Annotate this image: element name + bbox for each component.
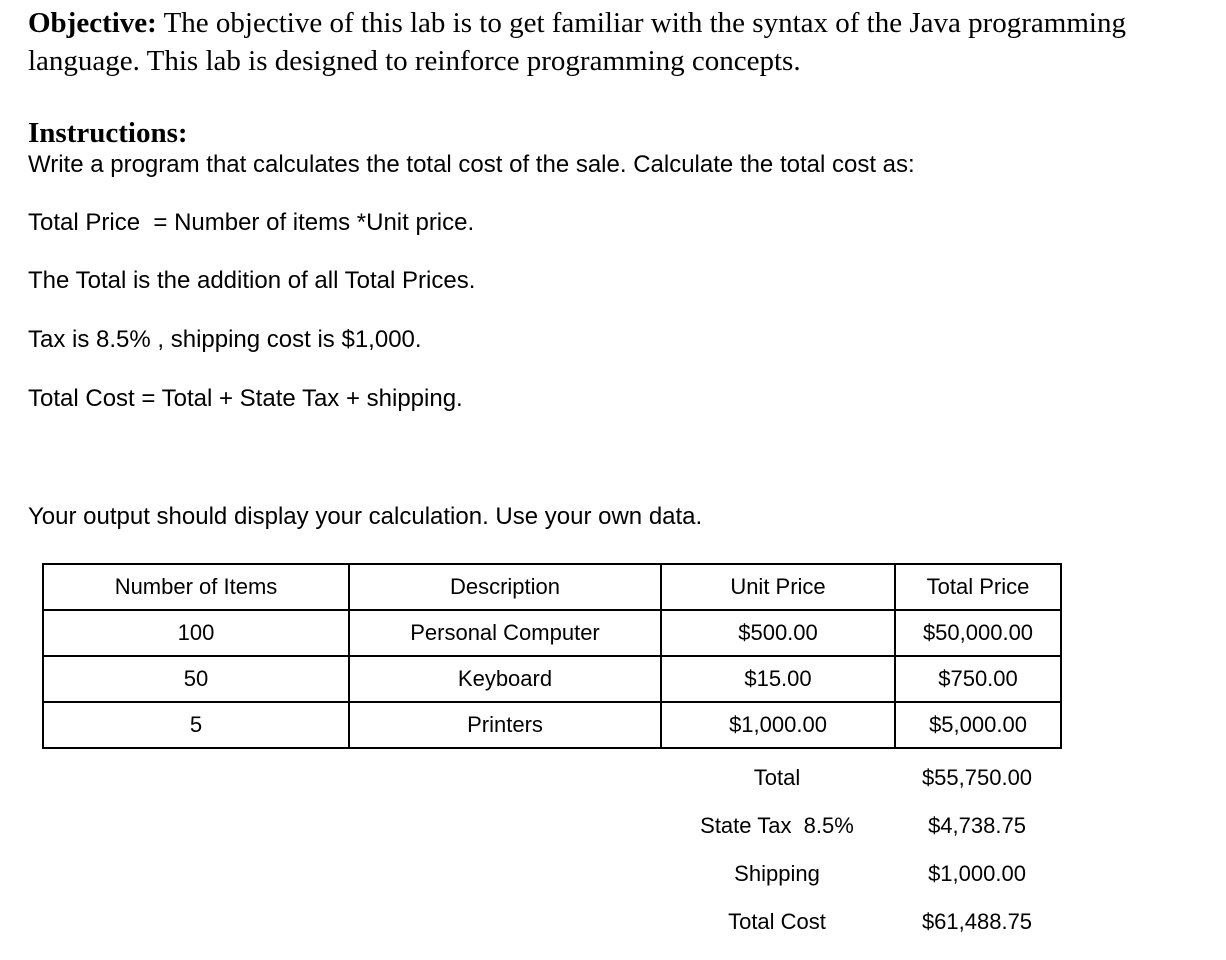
summary-value: $4,738.75 <box>928 813 1026 838</box>
cell-unit-price: $15.00 <box>661 656 895 702</box>
summary-label: Total <box>753 765 801 790</box>
summary-row-state-tax <box>660 804 1062 848</box>
cell-description: Personal Computer <box>349 610 661 656</box>
objective-text: The objective of this lab is to get familiar with the syntax of the Java programming language. This lab is designed to reinforce programming concepts. <box>28 7 1126 77</box>
cell-unit-price: $500.00 <box>661 610 895 656</box>
table-row <box>43 610 1061 656</box>
summary-row-total-cost <box>660 900 1062 944</box>
table-row <box>43 702 1061 748</box>
instructions-heading: Instructions: <box>28 117 188 149</box>
cell-total-price: $750.00 <box>895 656 1061 702</box>
table-header-row <box>43 564 1061 610</box>
table-row <box>43 656 1061 702</box>
header-cell-number-of-items: Number of Items <box>43 564 349 610</box>
output-instruction: Your output should display your calculation. Use your own data. <box>28 503 703 530</box>
summary-value: $55,750.00 <box>921 765 1033 790</box>
formula-total: The Total is the addition of all Total Prices. <box>28 267 476 294</box>
formula-total-price: Total Price = Number of items *Unit price. <box>28 209 475 236</box>
cell-total-price: $5,000.00 <box>895 702 1061 748</box>
instruction-line-1: Write a program that calculates the total cost of the sale. Calculate the total cost as: <box>28 151 915 178</box>
summary-label: State Tax 8.5% <box>700 813 854 838</box>
cell-number-of-items: 50 <box>43 656 349 702</box>
summary-value: $61,488.75 <box>921 909 1033 934</box>
objective-paragraph <box>28 4 1208 80</box>
tax-shipping-line: Tax is 8.5% , shipping cost is $1,000. <box>28 326 422 353</box>
cell-number-of-items: 100 <box>43 610 349 656</box>
cell-description: Keyboard <box>349 656 661 702</box>
formula-total-cost: Total Cost = Total + State Tax + shipping. <box>28 385 463 412</box>
summary-value: $1,000.00 <box>928 861 1026 886</box>
summary-label: Shipping <box>734 861 820 886</box>
summary-label: Total Cost <box>728 909 826 934</box>
sale-table <box>42 563 1062 749</box>
cell-total-price: $50,000.00 <box>895 610 1061 656</box>
summary-row-total <box>660 756 1062 800</box>
objective-label: Objective: <box>28 7 157 39</box>
summary-row-shipping <box>660 852 1062 896</box>
header-cell-unit-price: Unit Price <box>661 564 895 610</box>
header-cell-description: Description <box>349 564 661 610</box>
cell-number-of-items: 5 <box>43 702 349 748</box>
cell-description: Printers <box>349 702 661 748</box>
cell-unit-price: $1,000.00 <box>661 702 895 748</box>
header-cell-total-price: Total Price <box>895 564 1061 610</box>
